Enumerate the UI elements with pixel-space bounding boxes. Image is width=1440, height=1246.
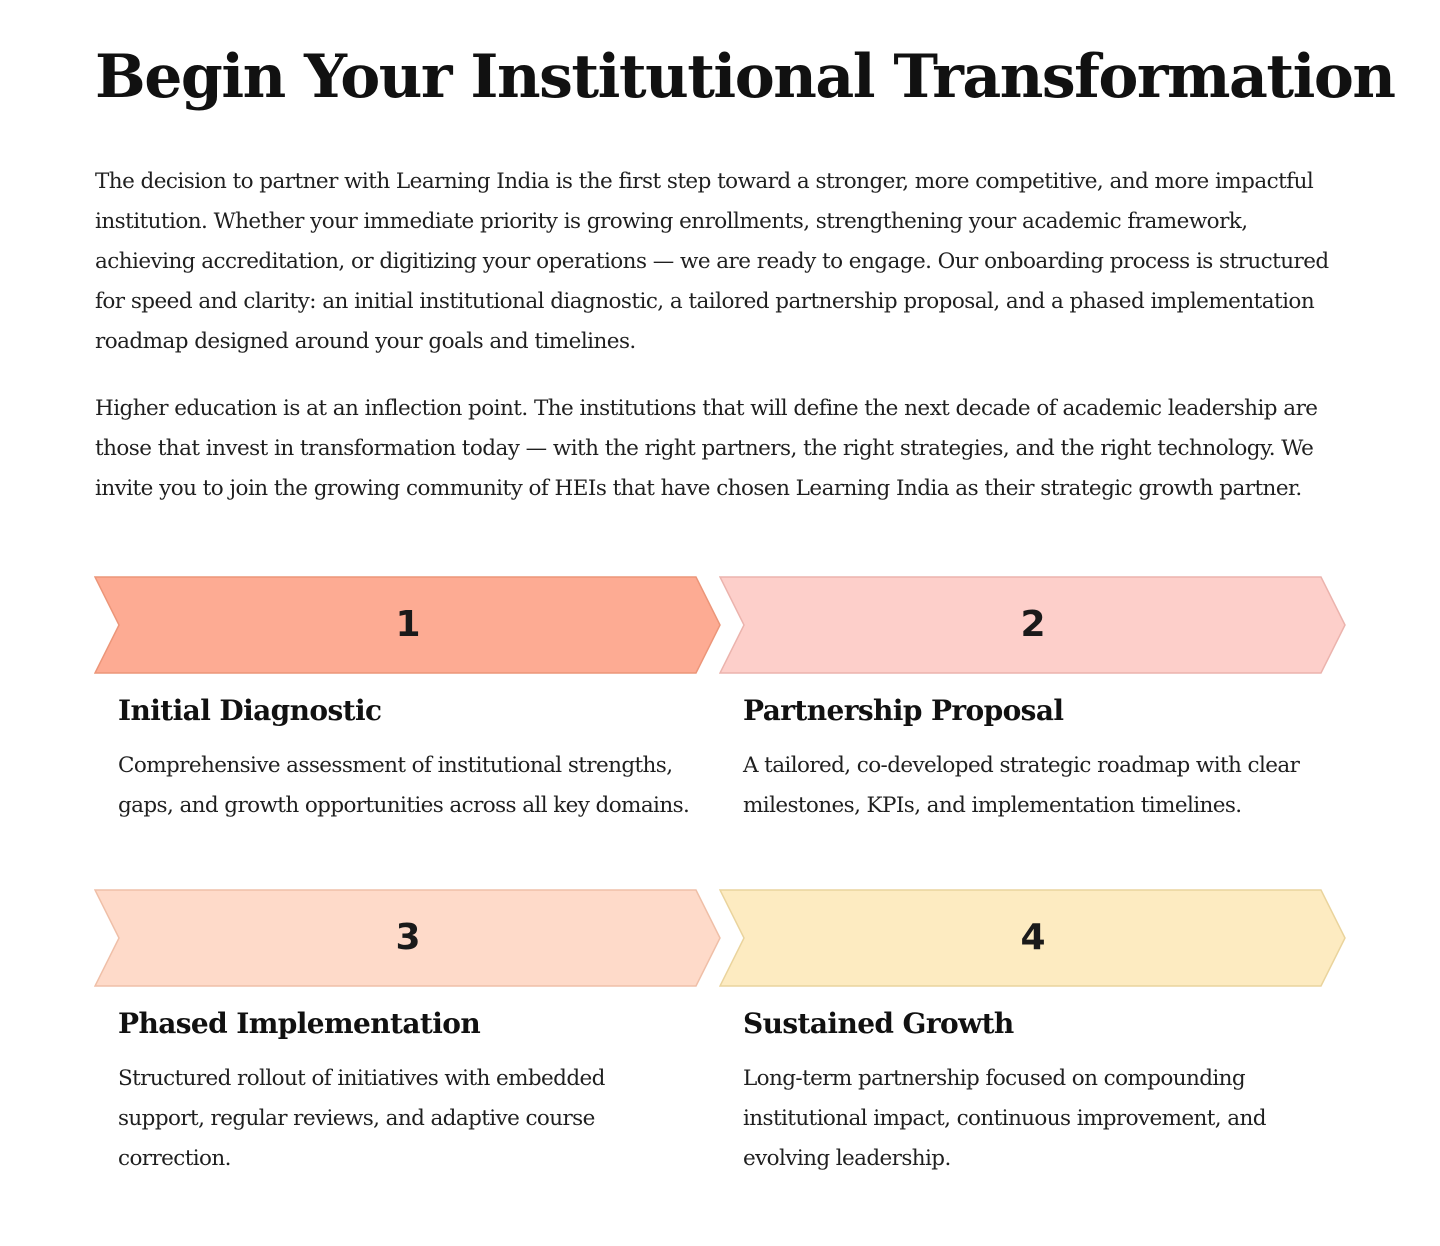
step-chevron xyxy=(94,889,722,987)
step-number: 4 xyxy=(1020,917,1046,958)
step-chevron xyxy=(719,576,1347,674)
invitation-paragraph: Higher education is at an inflection point. The institutions that will define the next decade of academic leadership are those that invest in transformation today — with the right partners, the right strategies, and the right technology. We invite you to join the growing community of HEIs that have chosen Learning India as their strategic growth partner. xyxy=(95,396,1318,501)
step-title: Sustained Growth xyxy=(743,1007,1014,1040)
step-description: A tailored, co-developed strategic roadmap with clear milestones, KPIs, and implementation timelines. xyxy=(743,753,1300,818)
page-title: Begin Your Institutional Transformation xyxy=(95,42,1395,112)
step-title: Phased Implementation xyxy=(118,1007,481,1040)
step-number: 1 xyxy=(395,604,421,645)
step-title: Partnership Proposal xyxy=(743,694,1064,727)
step-title: Initial Diagnostic xyxy=(118,694,382,727)
step-number: 3 xyxy=(395,917,421,958)
step-description: Long-term partnership focused on compounding institutional impact, continuous improvement, and evolving leadership. xyxy=(743,1066,1266,1171)
step-description: Structured rollout of initiatives with embedded support, regular reviews, and adaptive course correction. xyxy=(118,1066,605,1171)
intro-paragraph: The decision to partner with Learning India is the first step toward a stronger, more competitive, and more impactful institution. Whether your immediate priority is growing enrollments, strengthening your academic framework, achieving accreditation, or digitizing your operations — we are ready to engage. Our onboarding process is structured for speed and clarity: an initial institutional diagnostic, a tailored partnership proposal, and a phased implementation roadmap designed around your goals and timelines. xyxy=(95,169,1329,354)
step-chevron xyxy=(719,889,1347,987)
step-description: Comprehensive assessment of institutional strengths, gaps, and growth opportunities across all key domains. xyxy=(118,753,690,818)
step-number: 2 xyxy=(1020,604,1046,645)
step-chevron xyxy=(94,576,722,674)
